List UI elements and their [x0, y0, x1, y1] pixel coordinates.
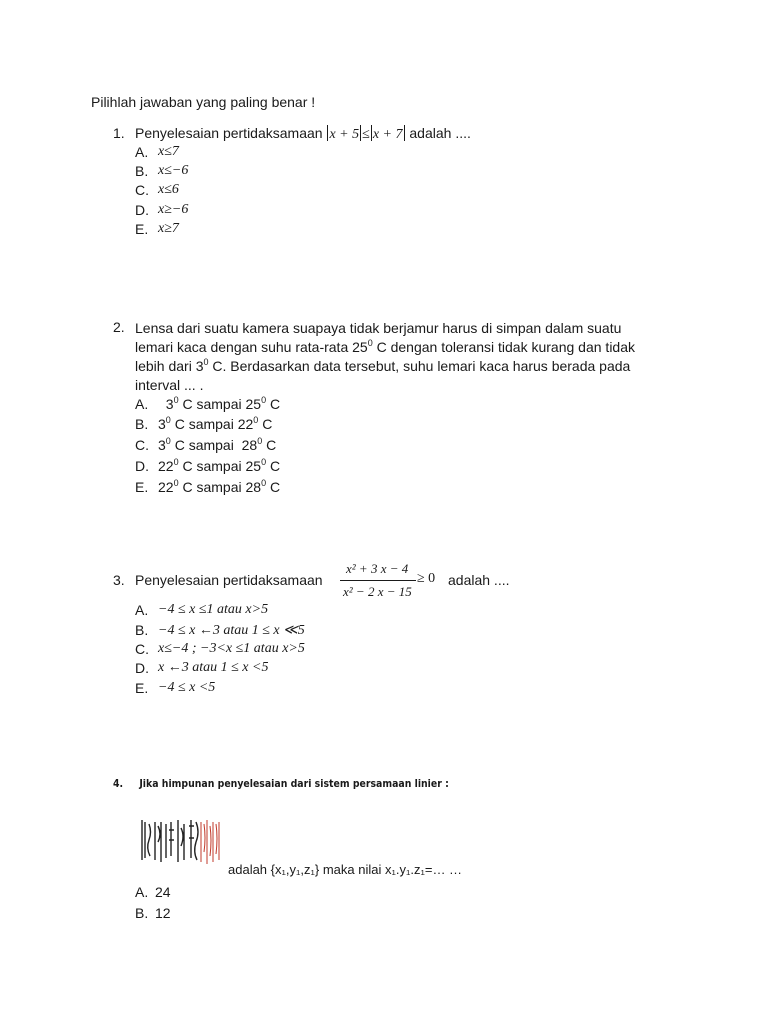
option-letter: C.	[135, 641, 149, 657]
option-text: −4 ≤ x <5	[158, 680, 216, 695]
question-number: 3.	[113, 572, 125, 588]
option-letter: E.	[135, 221, 149, 237]
question-tail-text: adalah {x₁,y₁,z₁} maka nilai x₁.y₁.z₁=… …	[228, 862, 463, 877]
question-text: Lensa dari suatu kamera suapaya tidak berjamur harus di simpan dalam suatu lemari kaca dengan suhu rata-rata $25^0$ C dengan toleransi tidak kurang dan tidak lebih dari $3^0$ C. Berdasarkan data tersebut, suhu lemari kaca harus berada pada interval ... .	[135, 320, 635, 393]
option-text: x ←3 atau 1 ≤ x <5	[158, 660, 269, 675]
option-letter: A.	[135, 602, 149, 618]
option-letter: E.	[135, 680, 149, 696]
equation-system-image	[138, 812, 222, 872]
instructions: Pilihlah jawaban yang paling benar !	[91, 94, 316, 110]
question-heading: 4. Jika himpunan penyelesaian dari sistem persamaan linier :	[113, 777, 449, 790]
option-letter: D.	[135, 660, 149, 676]
option-text: $3^0$ C sampai $22^0$ C	[158, 415, 273, 432]
option-text: $3^0$ C sampai $28^0$ C	[158, 436, 277, 453]
option-letter: A.	[135, 396, 149, 412]
option-letter: E.	[135, 479, 149, 495]
option-letter: A.	[135, 884, 149, 900]
option-letter: B.	[135, 905, 149, 921]
option-text: 24	[155, 884, 171, 900]
option-text: $3^0$ C sampai $25^0$ C	[158, 395, 281, 412]
option-text: 12	[155, 905, 171, 921]
option-letter: C.	[135, 182, 149, 198]
math-expr: x + 5	[329, 127, 360, 142]
question-text: Penyelesaian pertidaksamaan x + 5 ≤ x + 7 adalah ....	[135, 125, 471, 142]
option-text: −4 ≤ x ←3 atau 1 ≤ x ≪5	[158, 623, 305, 638]
option-text: x≤7	[158, 144, 179, 159]
option-text: $22^0$ C sampai $28^0$ C	[158, 478, 281, 495]
geq-zero: ≥ 0	[417, 571, 436, 586]
fraction	[340, 560, 418, 604]
option-text: x≥7	[158, 221, 179, 236]
question-number: 2.	[113, 319, 125, 335]
option-letter: A.	[135, 144, 149, 160]
option-letter: C.	[135, 437, 149, 453]
option-text: −4 ≤ x ≤1 atau x>5	[158, 602, 269, 617]
option-text: $22^0$ C sampai $25^0$ C	[158, 457, 281, 474]
option-letter: D.	[135, 458, 149, 474]
fraction-denominator: x² − 2 x − 15	[343, 584, 412, 599]
question-number: 1.	[113, 125, 125, 141]
option-letter: B.	[135, 622, 149, 638]
fraction-numerator: x² + 3 x − 4	[346, 561, 409, 576]
question-text-after: adalah ....	[448, 572, 510, 588]
option-letter: B.	[135, 163, 149, 179]
option-text: x≤−4 ; −3<x ≤1 atau x>5	[158, 641, 305, 656]
question-text-before: Penyelesaian pertidaksamaan	[135, 572, 323, 588]
math-expr: x + 7	[372, 127, 403, 142]
option-text: x≥−6	[158, 202, 189, 217]
option-text: x≤−6	[158, 163, 189, 178]
option-text: x≤6	[158, 182, 179, 197]
option-letter: B.	[135, 416, 149, 432]
fraction-bar	[340, 580, 416, 581]
option-letter: D.	[135, 202, 149, 218]
